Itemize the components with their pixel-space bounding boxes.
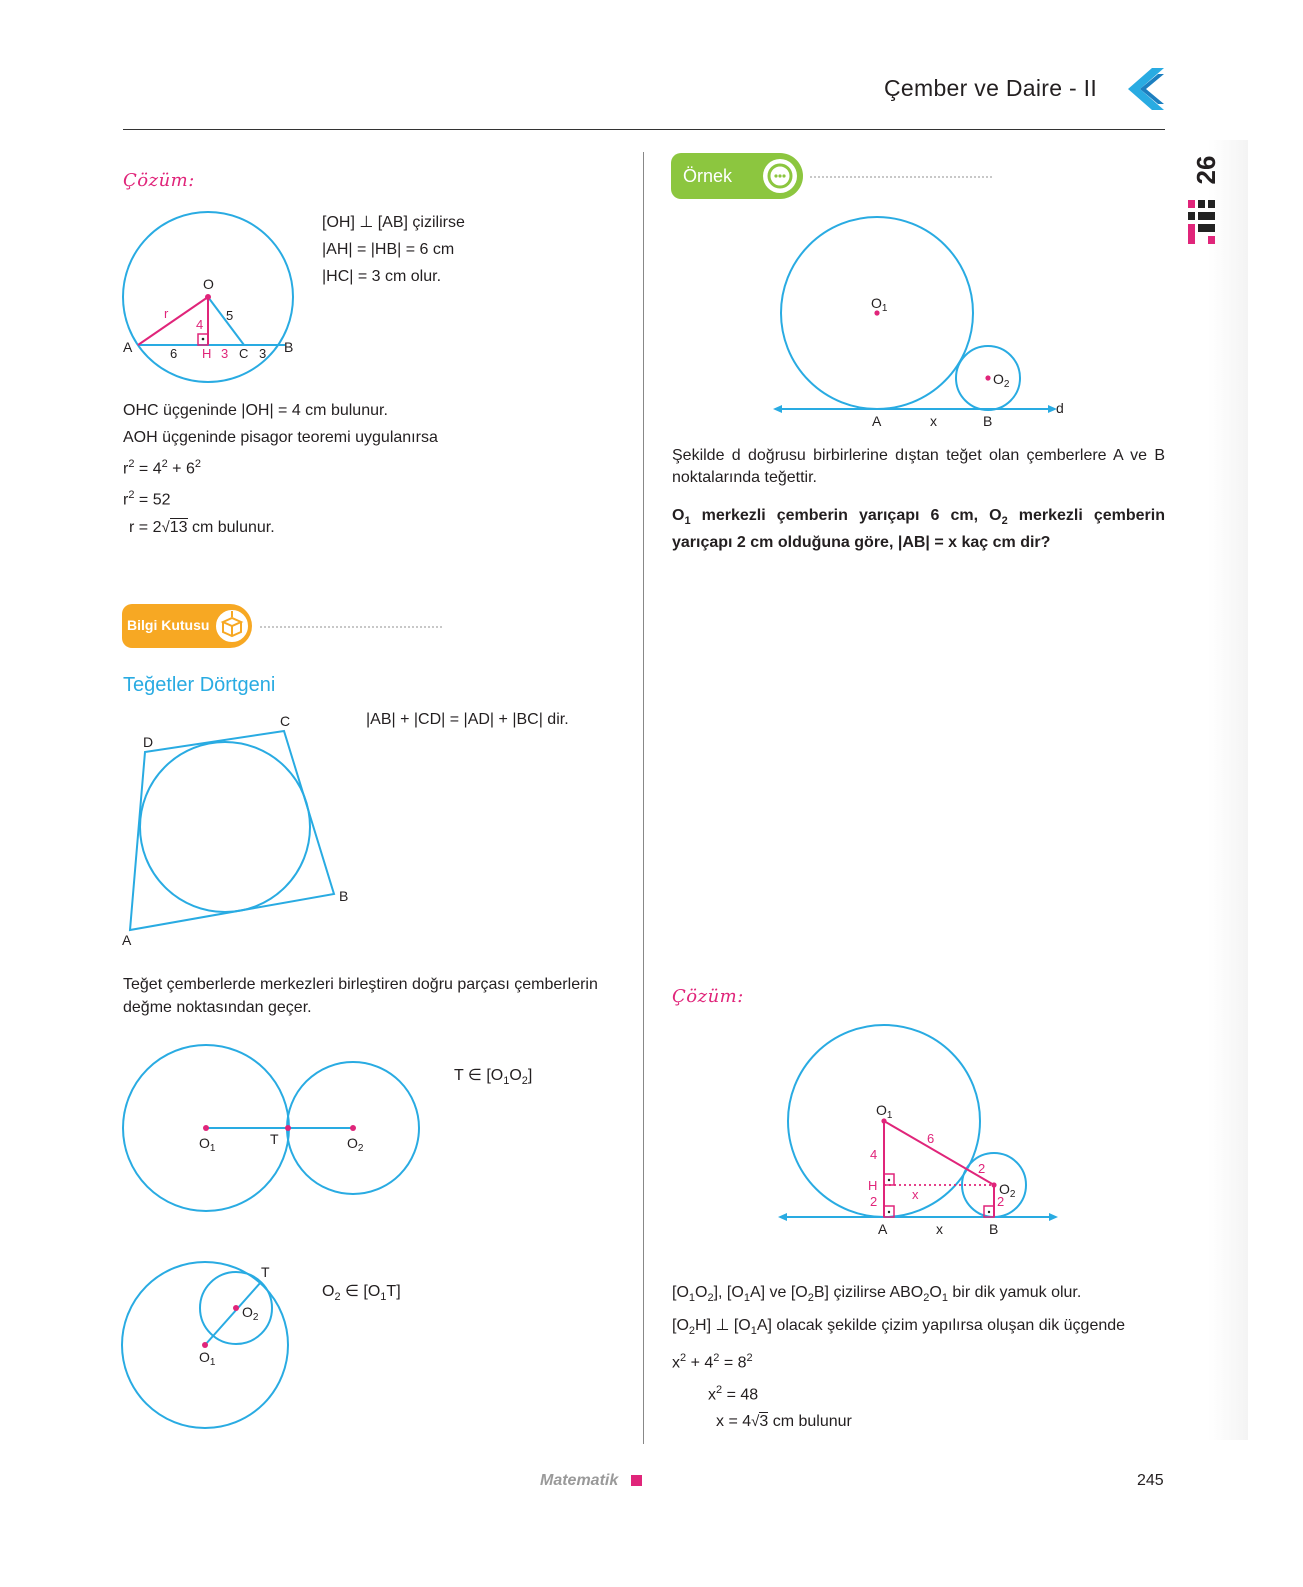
label-5: 5 [226,308,234,323]
label-r: r [164,306,169,321]
chat-bubble-icon [761,157,799,195]
quadrilateral-formula: |AB| + |CD| = |AD| + |BC| dir. [366,711,569,728]
info-dots [260,626,442,628]
solution-line-3: $x^2 + 4^2 = 8^2$ [672,1352,753,1372]
example-dots [810,176,992,178]
label-o2: $O_2$ [999,1181,1016,1200]
label-4: 4 [196,317,204,332]
page-number: 245 [1137,1472,1164,1489]
label-x-inner: x [912,1187,919,1202]
solution-notes: [OH] ⊥ [AB] çizilirse |AH| = |HB| = 6 cm |HC| = 3 cm olur. [322,214,465,285]
label-b: B [983,413,993,429]
label-b: B [989,1221,999,1237]
page-title: Çember ve Daire - II [884,75,1098,101]
solution-label-right: Çözüm: [672,986,744,1007]
label-o1: $O_1$ [876,1102,893,1121]
label-o: O [203,276,214,292]
problem-text: Şekilde d doğrusu birbirlerine dıştan teğet olan çemberlere A ve B noktalarında teğettir. [672,447,1165,486]
solution-line-2: $[O_2H]$ ⊥ $[O_1A]$ olacak şekilde çizim yapılırsa oluşan dik üçgende [672,1317,1126,1338]
label-2-left: 2 [870,1194,878,1209]
info-box-badge: Bilgi Kutusu [122,604,257,648]
external-relation: T ∈ $[O_1O_2]$ [454,1067,533,1088]
footer-subject: Matematik [540,1472,642,1490]
label-a: A [878,1221,888,1237]
fasikul-logo-icon [1186,198,1218,248]
internal-relation: $O_2$ ∈ $[O_1T]$ [322,1283,401,1304]
label-o2: $O_2$ [242,1304,259,1323]
label-o2: $O_2$ [993,371,1010,390]
external-tangent-figure [115,1040,430,1220]
solution-label: Çözüm: [123,170,195,191]
label-c: C [239,346,249,361]
example-badge: Örnek [671,153,807,199]
label-t: T [270,1131,279,1147]
solution-figure [775,1020,1065,1245]
label-3b: 3 [259,346,267,361]
side-tab [1208,140,1248,1440]
label-a: A [123,339,133,355]
label-c: C [280,713,291,729]
solution-text-right [672,1279,1125,1435]
label-a: A [872,413,882,429]
label-o2: $O_2$ [347,1135,364,1154]
label-h: H [202,346,212,361]
incircle [140,742,310,912]
chevron-left-icon [1124,66,1168,112]
equation-3: r = 2√13 cm bulunur. [129,518,275,536]
column-divider [643,152,644,1444]
chord-circle-figure [110,205,310,390]
solution-line-1: $[O_1O_2]$, $[O_1A]$ ve $[O_2B]$ çizilirse $ABO_2O_1$ bir dik yamuk olur. [672,1284,1082,1305]
solution-text: OHC üçgeninde |OH| = 4 cm bulunur. AOH üçgeninde pisagor teoremi uygulanırsa $r^2 = 4^2 + 6^2$ $r^2 = 52$ r = 2√13 cm bulunur. [123,397,438,541]
internal-tangent-figure [115,1260,305,1435]
tangent-note: Teğet çemberlerde merkezleri birleştiren doğru parçası çemberlerin değme noktasından geçer. [123,976,598,1016]
label-d: d [1056,400,1064,416]
label-t: T [261,1264,270,1280]
label-o1: $O_1$ [871,295,888,314]
quadrilateral [130,731,334,930]
label-d: D [143,734,154,750]
label-b: B [339,888,349,904]
center-o [205,294,211,300]
label-6: 6 [927,1131,935,1146]
label-b: B [284,339,294,355]
square-icon [631,1475,642,1486]
equation-1: $r^2 = 4^2 + 6^2$ [123,458,201,478]
label-x: x [930,413,937,429]
example-figure [770,210,1075,435]
equation-2: $r^2 = 52$ [123,489,171,509]
label-2-right: 2 [997,1194,1005,1209]
label-a: A [122,932,132,948]
solution-line-4: $x^2 = 48$ [708,1383,759,1404]
label-o1: $O_1$ [199,1349,216,1368]
box-icon [213,607,251,645]
label-2-hyp: 2 [978,1161,986,1176]
label-6: 6 [170,346,178,361]
header-rule [123,129,1165,130]
label-o1: $O_1$ [199,1135,216,1154]
label-h: H [868,1178,878,1193]
label-3a: 3 [221,346,229,361]
section-title: Teğetler Dörtgeni [123,674,276,696]
solution-line-5: x = 4√3 cm bulunur [716,1413,852,1431]
label-4: 4 [870,1147,878,1162]
tangent-quadrilateral-figure [115,705,365,950]
question-text: $O_1$ merkezli çemberin yarıçapı 6 cm, $O_2$ merkezli çemberin yarıçapı 2 cm olduğuna göre, |AB| = x kaç cm dir? [672,507,1165,552]
label-x: x [936,1221,943,1237]
chapter-number: 26 [1191,155,1221,185]
